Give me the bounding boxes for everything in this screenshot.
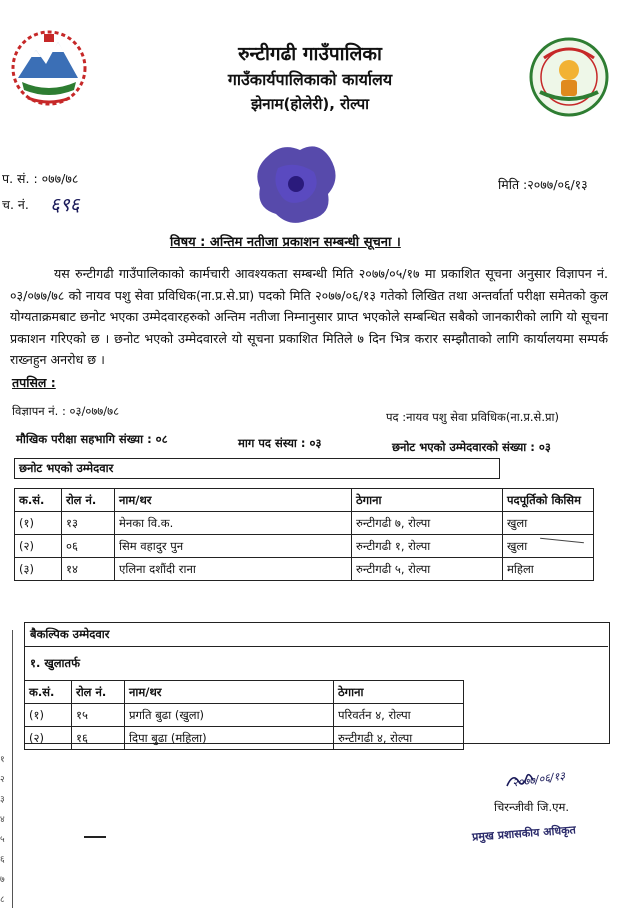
municipality-logo-icon bbox=[528, 36, 610, 118]
table-row bbox=[15, 558, 594, 581]
cell-sn: (३) bbox=[15, 558, 62, 581]
col-name: नाम/थर bbox=[125, 681, 334, 704]
signatory-title: प्रमुख प्रशासकीय अधिकृत bbox=[471, 823, 577, 844]
selected-title: छनोट भएको उम्मेदवार bbox=[14, 458, 500, 479]
cell-name: दिपा बुढा (महिला) bbox=[125, 727, 334, 750]
cell-sn: (२) bbox=[15, 535, 62, 558]
margin-number: २ bbox=[0, 775, 5, 785]
alternate-subtitle: १. खुलातर्फ bbox=[30, 656, 80, 670]
cell-sn: (२) bbox=[25, 727, 72, 750]
cell-name: प्रगति बुढा (खुला) bbox=[125, 704, 334, 727]
cell-sn: (१) bbox=[25, 704, 72, 727]
oral-exam-count: मौखिक परीक्षा सहभागि संख्या : ०८ bbox=[16, 432, 168, 446]
patra-sankhya: प. सं. : ०७७/७८ bbox=[2, 171, 79, 186]
col-address: ठेगाना bbox=[334, 681, 464, 704]
cell-name: मेनका वि.क. bbox=[115, 512, 352, 535]
col-sn: क.सं. bbox=[15, 489, 62, 512]
margin-number: १ bbox=[0, 755, 5, 765]
notice-body: यस रुन्टीगढी गाउँपालिकाको कार्मचारी आवश्यकता सम्बन्धी मिति २०७७/०५/१७ मा प्रकाशित सूचना अनुसार विज्ञापन नं. ०३/०७७/७८ को नायव पशु सेवा प्रविधिक(ना.प्र.से.प्रा) पदको मिति २०७७/०६/१३ गतेको लिखित तथा अन्तर्वार्ता परीक्षा समेतको कुल योग्यताक्रमबाट छनोट भएका उम्मेदवारहरुको अन्तिम नतीजा निम्नानुसार प्राप्त भएकोले सम्बन्धित सबैको जानकारीको लागि यो सूचना प्रकाशन गरिएको छ । छनोट भएको उम्मेदवारले यो सूचना प्रकाशित मितिले ७ दिन भित्र करार सम्झौताको लागि कार्यालयमा सम्पर्क राख्नहुन अनरोध छ । bbox=[10, 266, 608, 367]
cell-name: सिम वहादुर पुन bbox=[115, 535, 352, 558]
table-row bbox=[25, 727, 464, 750]
col-sn: क.सं. bbox=[25, 681, 72, 704]
col-roll: रोल नं. bbox=[62, 489, 115, 512]
table-header-row bbox=[25, 681, 464, 704]
cell-address: रुन्टीगढी ५, रोल्पा bbox=[352, 558, 503, 581]
table-row bbox=[15, 512, 594, 535]
margin-number: ७ bbox=[0, 875, 5, 885]
cell-name: एलिना दशौंदी राना bbox=[115, 558, 352, 581]
chalani-number: ६९६ bbox=[50, 194, 80, 216]
cell-quota: महिला bbox=[503, 558, 594, 581]
col-address: ठेगाना bbox=[352, 489, 503, 512]
office-address: झेनाम(होलेरी), रोल्पा bbox=[250, 95, 370, 113]
alternate-table bbox=[24, 680, 464, 750]
cell-address: रुन्टीगढी ७, रोल्पा bbox=[352, 512, 503, 535]
margin-number: ५ bbox=[0, 835, 5, 845]
letter-date: मिति :२०७७/०६/१३ bbox=[498, 177, 588, 192]
advert-number: विज्ञापन नं. : ०३/०७७/७८ bbox=[12, 404, 120, 418]
margin-number: ८ bbox=[0, 895, 5, 905]
cell-roll: १४ bbox=[62, 558, 115, 581]
stray-mark bbox=[84, 836, 106, 838]
demand-post-count: माग पद संस्या : ०३ bbox=[238, 436, 322, 450]
cell-address: परिवर्तन ४, रोल्पा bbox=[334, 704, 464, 727]
signatory-name: चिरन्जीवी जि.एम. bbox=[494, 800, 570, 814]
margin-number: ४ bbox=[0, 815, 5, 825]
cell-quota: खुला bbox=[503, 535, 594, 558]
signature-scrawl-icon bbox=[505, 770, 535, 794]
subject-line: विषय : अन्तिम नतीजा प्रकाशन सम्बन्धी सूचना । bbox=[170, 235, 401, 250]
table-row bbox=[25, 704, 464, 727]
cell-sn: (१) bbox=[15, 512, 62, 535]
table-header-row bbox=[15, 489, 594, 512]
table-row bbox=[15, 535, 594, 558]
cell-roll: १३ bbox=[62, 512, 115, 535]
cell-quota: खुला bbox=[503, 512, 594, 535]
col-name: नाम/थर bbox=[115, 489, 352, 512]
col-roll: रोल नं. bbox=[72, 681, 125, 704]
cell-address: रुन्टीगढी ४, रोल्पा bbox=[334, 727, 464, 750]
post-name: पद :नायव पशु सेवा प्रविधिक(ना.प्र.से.प्रा) bbox=[386, 410, 559, 424]
cell-roll: १५ bbox=[72, 704, 125, 727]
office-name: गाउँकार्यपालिकाको कार्यालय bbox=[227, 70, 393, 89]
details-heading: तपसिल : bbox=[12, 375, 56, 390]
selected-count: छनोट भएको उम्मेदवारको संख्या : ०३ bbox=[392, 440, 551, 454]
col-quota: पदपूर्तिको किसिम bbox=[503, 489, 594, 512]
margin-strip bbox=[0, 630, 13, 908]
signature-date: २०७७/०६/१३ bbox=[511, 769, 566, 790]
office-stamp-icon bbox=[248, 138, 348, 230]
cell-roll: ०६ bbox=[62, 535, 115, 558]
divider bbox=[24, 646, 608, 647]
cell-address: रुन्टीगढी १, रोल्पा bbox=[352, 535, 503, 558]
cell-roll: १६ bbox=[72, 727, 125, 750]
org-name: रुन्टीगढी गाउँपालिका bbox=[238, 43, 382, 65]
alternate-title: बैकल्पिक उम्मेदवार bbox=[30, 627, 110, 641]
selected-table bbox=[14, 488, 594, 581]
margin-number: ६ bbox=[0, 855, 5, 865]
chalani-label: च. नं. bbox=[2, 197, 29, 212]
margin-number: ३ bbox=[0, 795, 5, 805]
